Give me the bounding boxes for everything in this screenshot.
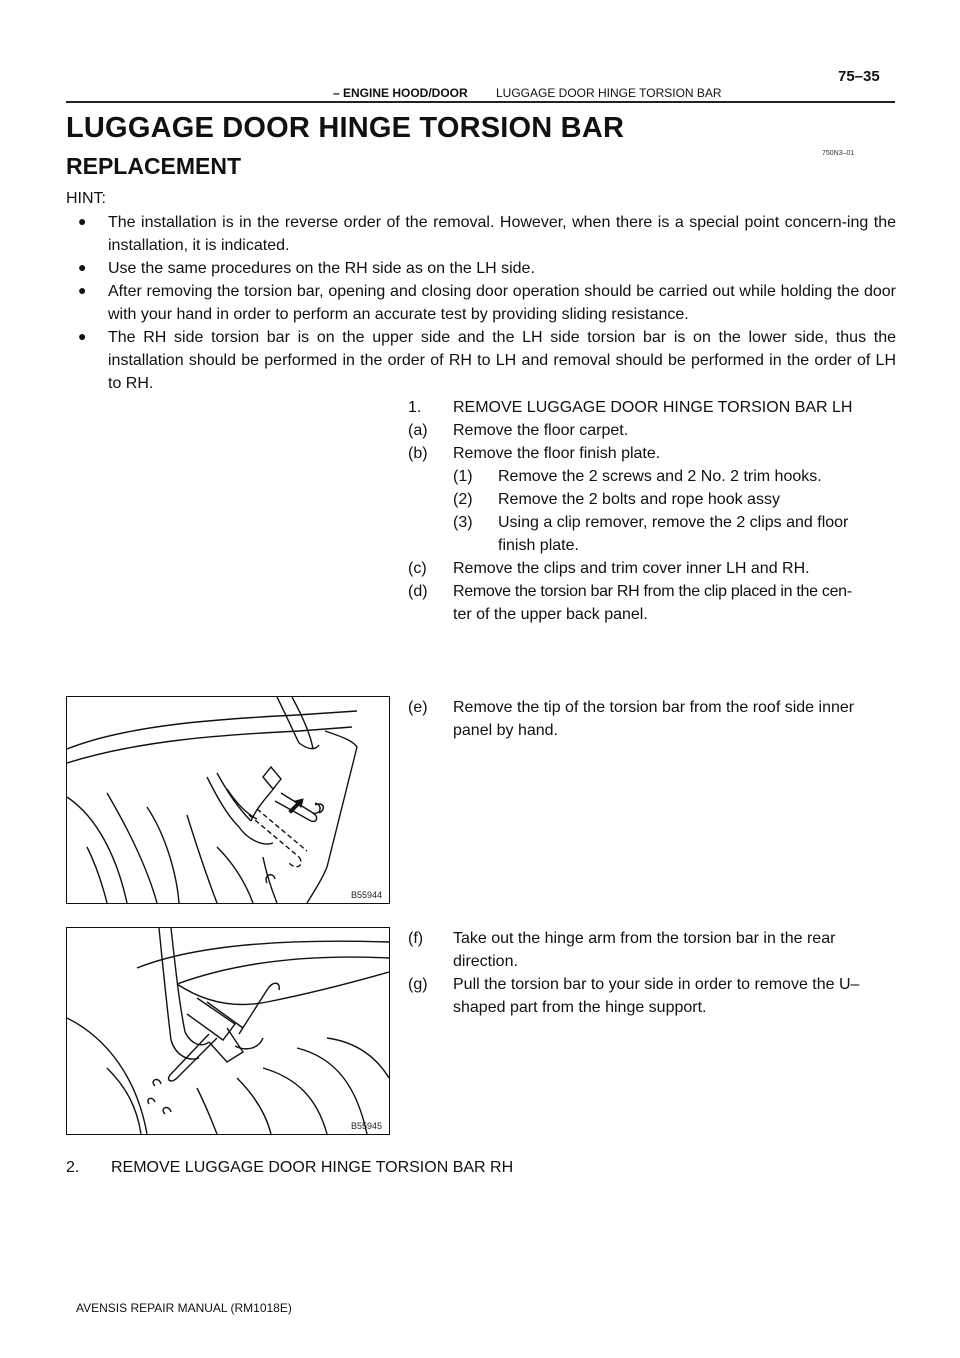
hint-bullet-4: The RH side torsion bar is on the upper side and the LH side torsion bar is on the lower side, thus the installation should be performed in the order of RH to LH and removal should be performed in the order of LH to RH.: [108, 329, 896, 392]
step-d-text-line1: Remove the torsion bar RH from the clip placed in the cen-: [453, 583, 852, 600]
header-subsection: LUGGAGE DOOR HINGE TORSION BAR: [496, 86, 722, 100]
step-g-text-line2: shaped part from the hinge support.: [453, 999, 707, 1016]
step-c-label: (c): [408, 560, 427, 577]
hint-label: HINT:: [66, 190, 106, 207]
step-b-label: (b): [408, 445, 428, 462]
hint-bullet-1: The installation is in the reverse order of the removal. However, when there is a special point concern-ing the installation, it is indicated.: [108, 214, 896, 254]
step-g-text-line1: Pull the torsion bar to your side in order to remove the U–: [453, 976, 860, 993]
step-b-text: Remove the floor finish plate.: [453, 445, 661, 462]
step-b1-text: Remove the 2 screws and 2 No. 2 trim hooks.: [498, 468, 822, 485]
step-f-text-line2: direction.: [453, 953, 518, 970]
step-b1-label: (1): [453, 468, 473, 485]
page-title: LUGGAGE DOOR HINGE TORSION BAR: [66, 112, 625, 144]
figure-code-2: B55945: [351, 1121, 383, 1131]
figure-code-1: B55944: [351, 890, 383, 900]
step-d-label: (d): [408, 583, 428, 600]
step-f-label: (f): [408, 930, 424, 947]
step-b2-label: (2): [453, 491, 473, 508]
step-b2-text: Remove the 2 bolts and rope hook assy: [498, 491, 780, 508]
step-g-label: (g): [408, 976, 428, 993]
step-1-number: 1.: [408, 399, 422, 416]
footer-manual-id: AVENSIS REPAIR MANUAL (RM1018E): [76, 1301, 292, 1315]
step-b3-label: (3): [453, 514, 473, 531]
torsion-bar-tip-illustration: [67, 697, 389, 903]
figure-hinge-arm: [66, 927, 390, 1135]
step-e-text-line2: panel by hand.: [453, 722, 558, 739]
step-2-number: 2.: [66, 1159, 80, 1176]
step-b3-text-line1: Using a clip remover, remove the 2 clips and floor: [498, 514, 849, 531]
figure-torsion-bar-tip: [66, 696, 390, 904]
header-section: – ENGINE HOOD/DOOR: [333, 86, 468, 100]
hint-bullet-3: After removing the torsion bar, opening and closing door operation should be carried out while holding the door with your hand in order to perform an accurate test by providing sliding resistance.: [108, 283, 896, 323]
step-b3-text-line2: finish plate.: [498, 537, 579, 554]
page-number: 75–35: [838, 68, 880, 85]
step-2-text: REMOVE LUGGAGE DOOR HINGE TORSION BAR RH: [111, 1159, 514, 1176]
step-d-text-line2: ter of the upper back panel.: [453, 606, 648, 623]
step-1-text: REMOVE LUGGAGE DOOR HINGE TORSION BAR LH: [453, 399, 853, 416]
header-rule: [66, 101, 895, 103]
step-a-label: (a): [408, 422, 428, 439]
hinge-arm-illustration: [67, 928, 389, 1134]
step-e-text-line1: Remove the tip of the torsion bar from the roof side inner: [453, 699, 855, 716]
document-id: 750N3–01: [822, 150, 855, 157]
step-a-text: Remove the floor carpet.: [453, 422, 629, 439]
hint-bullet-2: Use the same procedures on the RH side as on the LH side.: [108, 260, 535, 277]
bullet-icon: ●: [78, 328, 87, 344]
step-c-text: Remove the clips and trim cover inner LH and RH.: [453, 560, 810, 577]
bullet-icon: ●: [78, 259, 87, 275]
step-f-text-line1: Take out the hinge arm from the torsion bar in the rear: [453, 930, 836, 947]
page-subtitle: REPLACEMENT: [66, 153, 242, 179]
bullet-icon: ●: [78, 282, 87, 298]
bullet-icon: ●: [78, 213, 87, 229]
step-e-label: (e): [408, 699, 428, 716]
